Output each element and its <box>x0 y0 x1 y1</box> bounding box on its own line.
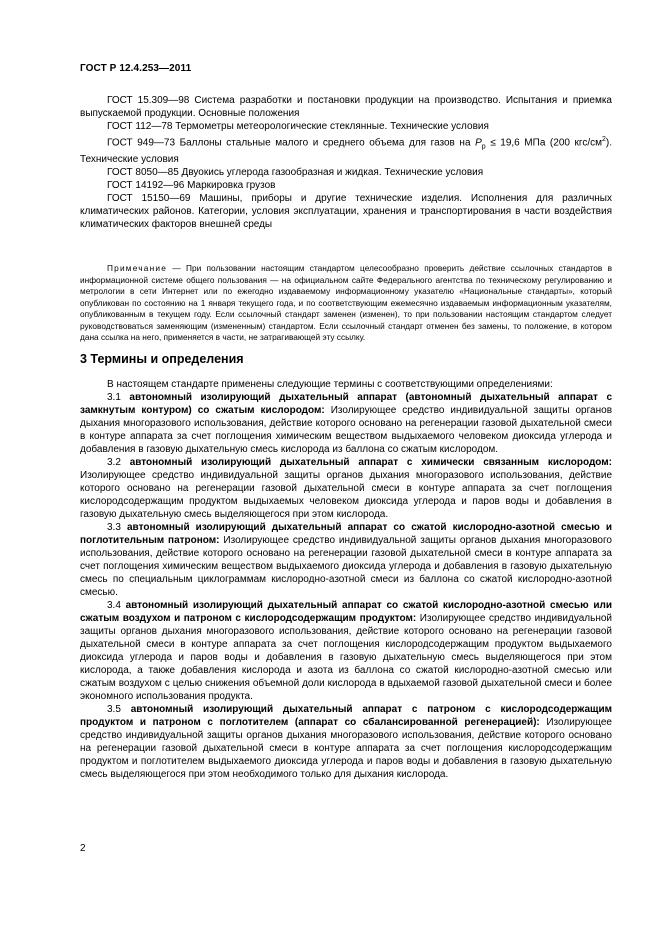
term-entry <box>80 456 612 521</box>
reference-item: ГОСТ 8050—85 Двуокись углерода газообразная и жидкая. Технические условия <box>107 167 484 179</box>
term-definition: Изолирующее средство индивидуальной защиты органов дыхания многоразового использования, действие которого основано на регенерации газовой дыхательной смеси в контуре аппарата за счет поглощения химическим веществом выдыхаемого диоксида углерода и добавления в газовую дыхательную смесь по специальным циклограммам кислородно-азотной смеси из баллона со сжатой кислородно-азотной смесью. <box>80 535 612 598</box>
term-entry <box>80 521 612 599</box>
note-label: Примечание <box>107 263 168 273</box>
section-title: 3 Термины и определения <box>80 352 244 366</box>
term-number: 3.4 <box>107 600 121 611</box>
term-definition: Изолирующее средство индивидуальной защиты органов дыхания многоразового использования, действие которого основано на регенерации газовой дыхательной смеси в контуре аппарата за счет поглощения химическим веществом выдыхаемого человеком диоксида углерода и добавления в газовую дыхательную смесь кислорода из баллона со сжатым кислородом. <box>80 405 613 455</box>
note-block <box>80 263 612 344</box>
reference-text: ≤ 19,6 МПа (200 кгс/см <box>485 137 602 149</box>
term-title: автономный изолирующий дыхательный аппарат со сжатой кислородно-азотной смесью или сжатым воздухом и патроном с кислородсодержащим продуктом: <box>80 600 612 624</box>
term-entry <box>80 599 612 703</box>
term-definition: Изолирующее средство индивидуальной защиты органов дыхания многоразового использования, действие которого основано на регенерации газовой дыхательной смеси в контуре аппарата за счет поглощения кислородсодержащим продуктом выдыхаемых человеком диоксида углерода и паров воды и добавления в газовую дыхательную смесь выделяющегося при этом кислорода. <box>80 470 612 520</box>
note-paragraph <box>80 263 612 344</box>
pressure-symbol: P <box>475 137 482 149</box>
term-title: автономный изолирующий дыхательный аппарат с патроном с кислородсодержащим продуктом и патроном с поглотителем (аппарат со сбалансированной регенерацией): <box>80 704 612 728</box>
reference-item: ГОСТ 112—78 Термометры метеорологические стеклянные. Технические условия <box>107 121 489 132</box>
term-definition: Изолирующее средство индивидуальной защиты органов дыхания многоразового использования, действие которого основано на регенерации газовой дыхательной смеси в контуре аппарата за счет поглощения кислородсодержащим продуктом и поглотителем выдыхаемого диоксида углерода и паров воды и добавления в газовую дыхательную смесь выделяющегося при этом необходимого только для дыхания кислорода. <box>80 717 612 780</box>
reference-item <box>80 133 612 166</box>
note-text: — При пользовании настоящим стандартом целесообразно проверить действие ссылочных стандартов в информационной системе общего пользования — на официальном сайте Федерального агентства по техническому регулированию и метрологии в сети Интернет или по ежегодно издаваемому информационному указателю «Национальные стандарты», который опубликован по состоянию на 1 января текущего года, и по соответствующим ежемесячно издаваемым информационным указателям, опубликованным в текущем году. Если ссылочный стандарт заменен (изменен), то при пользовании настоящим стандартом следует руководствоваться заменяющим (измененным) стандартом. Если ссылочный стандарт отменен без замены, то положение, в котором дана ссылка на него, применяется в части, не затрагивающей эту ссылку. <box>80 263 612 342</box>
reference-item: ГОСТ 15150—69 Машины, приборы и другие технические изделия. Исполнения для различных климатических районов. Категории, условия эксплуатации, хранения и транспортирования в части воздействия климатических факторов внешней среды <box>80 193 612 231</box>
term-entry <box>80 391 612 456</box>
reference-item: ГОСТ 14192—96 Маркировка грузов <box>107 180 276 192</box>
term-title: автономный изолирующий дыхательный аппарат (автономный дыхательный аппарат с замкнутым контуром) со сжатым кислородом: <box>80 392 613 416</box>
reference-text: ). Технические условия <box>80 137 612 166</box>
reference-text: ГОСТ 949—73 Баллоны стальные малого и среднего объема для газов на <box>107 137 476 149</box>
terms-section <box>80 378 612 781</box>
term-number: 3.5 <box>107 704 121 715</box>
term-number: 3.2 <box>107 457 121 468</box>
term-number: 3.1 <box>107 392 121 403</box>
unit-superscript: 2 <box>601 136 606 143</box>
term-title: автономный изолирующий дыхательный аппарат со сжатой кислородно-азотной смесью и поглотительным патроном: <box>80 522 612 546</box>
term-entry <box>80 703 612 781</box>
section-intro: В настоящем стандарте применены следующие термины с соответствующими определениями: <box>107 379 553 390</box>
reference-item: ГОСТ 15.309—98 Система разработки и постановки продукции на производство. Испытания и приемка выпускаемой продукции. Основные положения <box>80 95 612 119</box>
pressure-subscript: р <box>481 143 486 151</box>
term-number: 3.3 <box>107 522 121 533</box>
normative-references <box>80 94 612 231</box>
term-title: автономный изолирующий дыхательный аппарат с химически связанным кислородом: <box>129 457 612 468</box>
document-header-code: ГОСТ Р 12.4.253—2011 <box>80 63 192 74</box>
term-definition: Изолирующее средство индивидуальной защиты органов дыхания многоразового использования, действие которого основано на регенерации газовой дыхательной смеси в контуре аппарата за счет поглощения кислородсодержащим продуктом выдыхаемого диоксида углерода и паров воды и добавления в газовую дыхательную смесь выделяющегося при этом кислорода, а также добавления кислорода и азота из баллона со сжатой кислородно-азотной смесью или сжатым воздухом с целью снижения объемной доли кислорода в вдыхаемой газовой дыхательной смеси и более экономного использования продукта. <box>80 613 613 702</box>
page-number: 2 <box>80 843 86 854</box>
